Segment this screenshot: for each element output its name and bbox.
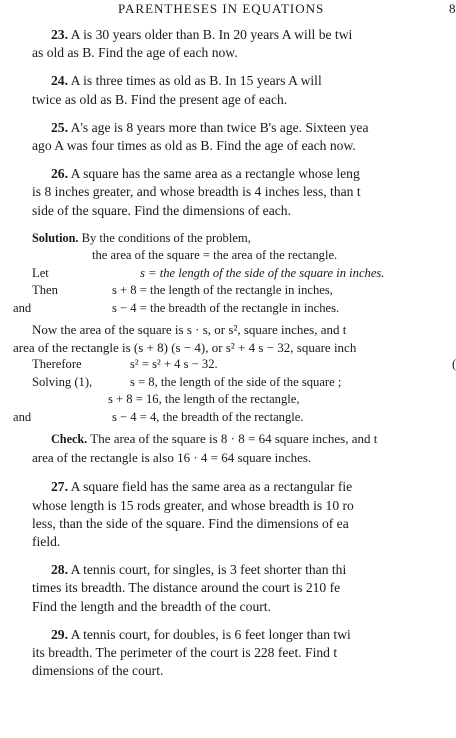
then-row (32, 282, 456, 300)
problem-28 (32, 561, 456, 616)
check-text-line: area of the rectangle is also 16 · 4 = 64 square inches. (32, 449, 312, 465)
page-title: PARENTHESES IN EQUATIONS (118, 1, 325, 16)
problem-24 (32, 72, 456, 108)
solution-intro-text: By the conditions of the problem, (81, 230, 251, 245)
problem-number: 28. (51, 562, 68, 578)
and-equation: s − 4 = the breadth of the rectangle in inches. (112, 300, 340, 315)
problem-number: 25. (51, 119, 68, 135)
area-line: area of the rectangle is (s + 8) (s − 4), or s² + 4 s − 32, square inch (13, 339, 357, 355)
problem-text-line: as old as B. Find the age of each now. (32, 45, 238, 61)
and-row (13, 300, 456, 318)
problem-text-line: A is 30 years older than B. In 20 years A will be twi (70, 27, 353, 42)
breadth-equation: s − 4 = 4, the breadth of the rectangle. (112, 409, 304, 424)
and-label: and (13, 409, 32, 424)
problem-number: 26. (51, 166, 68, 182)
problem-text-line: A square field has the same area as a rectangular fie (70, 479, 353, 495)
problem-number: 27. (51, 479, 68, 495)
problem-text-line: A tennis court, for singles, is 3 feet shorter than thi (70, 562, 347, 578)
problem-29 (32, 626, 456, 681)
problem-text-line: A square has the same area as a rectangle whose leng (70, 166, 360, 182)
problem-text-line: its breadth. The perimeter of the court is 228 feet. Find t (32, 644, 338, 660)
problem-number: 29. (51, 626, 68, 642)
and-label: and (13, 300, 32, 315)
problem-number: 23. (51, 27, 68, 42)
solution-intro (32, 230, 456, 248)
problem-text-line: times its breadth. The distance around the court is 210 fe (32, 580, 341, 596)
area-paragraph (13, 321, 456, 356)
problem-text-line: A tennis court, for doubles, is 6 feet longer than twi (70, 626, 351, 642)
equation-reference: ( (452, 357, 456, 372)
then-equation: s + 8 = the length of the rectangle in inches, (112, 283, 333, 298)
problem-text-line: less, than the side of the square. Find the dimensions of ea (32, 515, 349, 531)
page-number: 8 (449, 1, 456, 16)
check-text-line: The area of the square is 8 · 8 = 64 square inches, and t (90, 431, 378, 447)
problem-23 (32, 26, 456, 62)
check-block (32, 430, 456, 466)
statement-text: the area of the square = the area of the rectangle. (92, 248, 338, 263)
area-line: Now the area of the square is s · s, or s², square inches, and t (32, 322, 347, 338)
problem-text-line: is 8 inches greater, and whose breadth is 4 inches less, than t (32, 184, 361, 200)
problem-text-line: side of the square. Find the dimensions of each. (32, 202, 291, 218)
running-header (0, 0, 456, 18)
problem-25 (32, 119, 456, 155)
problem-number: 24. (51, 73, 68, 89)
problem-text-line: ago A was four times as old as B. Find the age of each now. (32, 138, 356, 154)
solution-block (13, 230, 456, 427)
therefore-row (32, 356, 456, 374)
problem-text-line: field. (32, 533, 61, 549)
let-equation: s = the length of the side of the square in inches. (140, 265, 385, 280)
solving-row (32, 374, 456, 392)
therefore-label: Therefore (32, 357, 82, 372)
problem-27 (32, 478, 456, 551)
then-label: Then (32, 283, 58, 298)
solving-equation: s = 8, the length of the side of the square ; (130, 374, 342, 389)
let-label: Let (32, 265, 49, 280)
rectangle-length-equation: s + 8 = 16, the length of the rectangle, (108, 392, 300, 407)
therefore-equation: s² = s² + 4 s − 32. (130, 357, 218, 372)
problem-text-line: Find the length and the breadth of the court. (32, 598, 271, 614)
solution-label: Solution. (32, 230, 79, 245)
problem-text-line: A's age is 8 years more than twice B's age. Sixteen yea (70, 119, 369, 135)
problem-text-line: dimensions of the court. (32, 663, 164, 679)
problem-text-line: whose length is 15 rods greater, and whose breadth is 10 ro (32, 497, 354, 513)
check-label: Check. (51, 432, 88, 447)
solution-statement (32, 247, 456, 265)
rect-row (32, 391, 456, 409)
breadth-row (13, 409, 456, 427)
problem-26 (32, 165, 456, 220)
let-row (32, 265, 456, 283)
page-content (13, 26, 456, 690)
problem-text-line: twice as old as B. Find the present age of each. (32, 91, 288, 107)
solving-label: Solving (1), (32, 374, 93, 389)
problem-text-line: A is three times as old as B. In 15 years A will (70, 73, 322, 89)
